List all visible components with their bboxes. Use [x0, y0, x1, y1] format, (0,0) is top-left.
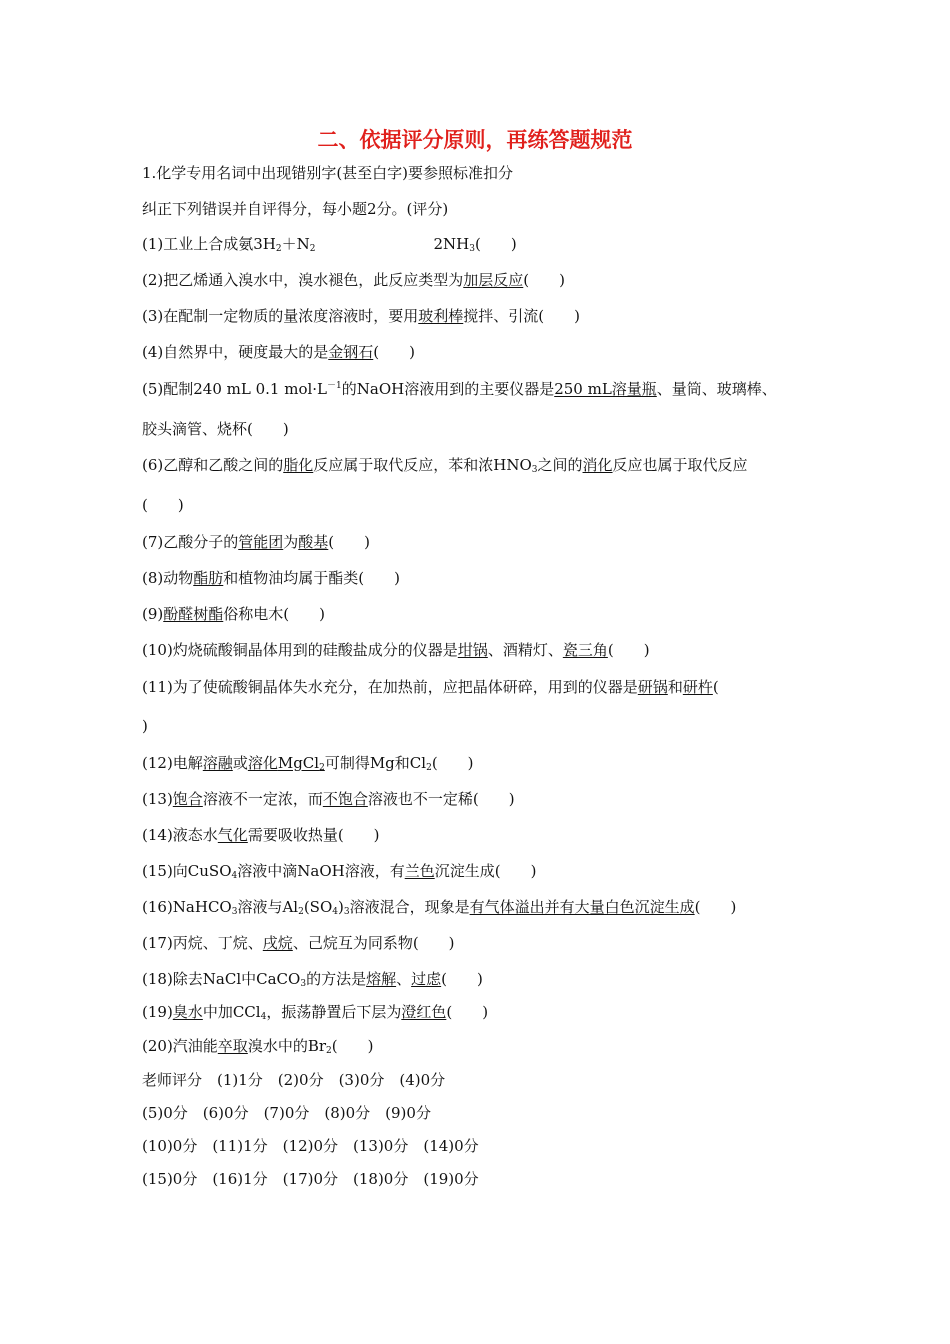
question-12: (12)电解溶融或溶化MgCl$_2$可制得Mg和$Cl_2$( )	[142, 754, 474, 773]
question-11-continued: )	[142, 717, 148, 735]
question-3: (3)在配制一定物质的量浓度溶液时，要用玻利棒搅拌、引流( )	[142, 307, 580, 325]
question-5: (5)配制240 mL 0.1 $mol\cdot L^{-1}$的NaOH溶液用到的主要仪器是250 mL溶量瓶、量筒、玻璃棒、	[142, 380, 777, 398]
question-9: (9)酚醛树酯俗称电木( )	[142, 605, 325, 623]
question-17: (17)丙烷、丁烷、戌烷、己烷互为同系物( )	[142, 934, 455, 952]
question-15: (15)向CuSO$_4$溶液中滴NaOH溶液，有兰色沉淀生成( )	[142, 862, 537, 881]
question-10: (10)灼烧硫酸铜晶体用到的硅酸盐成分的仪器是坩锅、酒精灯、瓷三角( )	[142, 641, 650, 659]
question-14: (14)液态水气化需要吸收热量( )	[142, 826, 380, 844]
question-18: (18)除去NaCl中CaCO$_3$的方法是熔解、过虑( )	[142, 970, 483, 989]
question-16: (16)NaHCO$_3$溶液与$Al_2(SO_4)_3$溶液混合，现象是有气体溢出并有大量白色沉淀生成( )	[142, 898, 737, 917]
question-8: (8)动物酯肪和植物油均属于酯类( )	[142, 569, 400, 587]
score-line-3: (10)0分 (11)1分 (12)0分 (13)0分 (14)0分	[142, 1137, 479, 1155]
question-7: (7)乙酸分子的管能团为酸基( )	[142, 533, 371, 551]
question-5-continued: 胶头滴管、烧杯( )	[142, 420, 289, 438]
question-4: (4)自然界中，硬度最大的是金钢石( )	[142, 343, 415, 361]
intro-line-1: 1.化学专用名词中出现错别字(甚至白字)要参照标准扣分	[142, 164, 514, 182]
score-line-4: (15)0分 (16)1分 (17)0分 (18)0分 (19)0分	[142, 1170, 479, 1188]
question-2: (2)把乙烯通入溴水中，溴水褪色，此反应类型为加层反应( )	[142, 271, 565, 289]
question-6: (6)乙醇和乙酸之间的脂化反应属于取代反应，苯和浓$HNO_3$之间的消化反应也属于取代反应	[142, 456, 748, 475]
question-1: (1)工业上合成氨$3H_2+N_2$ $2NH_3$( )	[142, 235, 517, 254]
score-line-1: 老师评分 (1)1分 (2)0分 (3)0分 (4)0分	[142, 1071, 446, 1089]
score-line-2: (5)0分 (6)0分 (7)0分 (8)0分 (9)0分	[142, 1104, 431, 1122]
intro-line-2: 纠正下列错误并自评得分，每小题2分。(评分)	[142, 200, 449, 218]
question-20: (20)汽油能卒取溴水中的$Br_2$( )	[142, 1037, 374, 1056]
question-6-continued: ( )	[142, 496, 184, 514]
section-title: 二、依据评分原则，再练答题规范	[317, 128, 633, 152]
question-11: (11)为了使硫酸铜晶体失水充分，在加热前，应把晶体研碎，用到的仪器是研锅和研杵(	[142, 678, 719, 696]
question-13: (13)饱合溶液不一定浓，而不饱合溶液也不一定稀( )	[142, 790, 515, 808]
question-19: (19)臭水中加CCl$_4$，振荡静置后下层为澄红色( )	[142, 1003, 489, 1022]
